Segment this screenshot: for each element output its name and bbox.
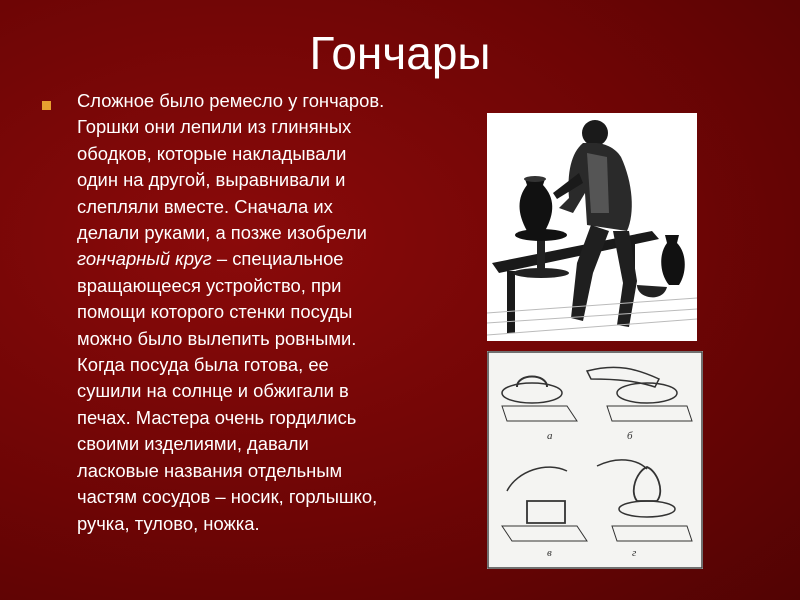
panel-label-b: б bbox=[627, 430, 633, 442]
hands-diagram bbox=[487, 351, 703, 569]
potter-illustration bbox=[487, 113, 697, 341]
body-paragraph bbox=[77, 88, 462, 537]
body-text-part1: Сложное было ремесло у гончаров. Горшки они лепили из глиняных ободков, которые накладывали один на другой, выравнивали и слепляли вместе. Сначала их делали руками, а позже изобрели bbox=[77, 90, 385, 244]
slide-title: Гончары bbox=[309, 27, 491, 79]
bullet-marker bbox=[42, 101, 51, 110]
body-text-part2: – специальное вращающееся устройство, при помощи которого стенки посуды можно было вылепить ровными. Когда посуда была готова, ее сушили на солнце и обжигали в печах. Мастера очень гордились своими изделиями, давали ласковые названия отдельным частям сосудов – носик, горлышко, ручка, тулово, ножка. bbox=[77, 248, 378, 534]
panel-label-v: в bbox=[547, 547, 552, 559]
body-text-italic-term: гончарный круг bbox=[77, 248, 212, 270]
panel-label-g: г bbox=[632, 547, 637, 559]
panel-label-a: а bbox=[547, 430, 553, 442]
